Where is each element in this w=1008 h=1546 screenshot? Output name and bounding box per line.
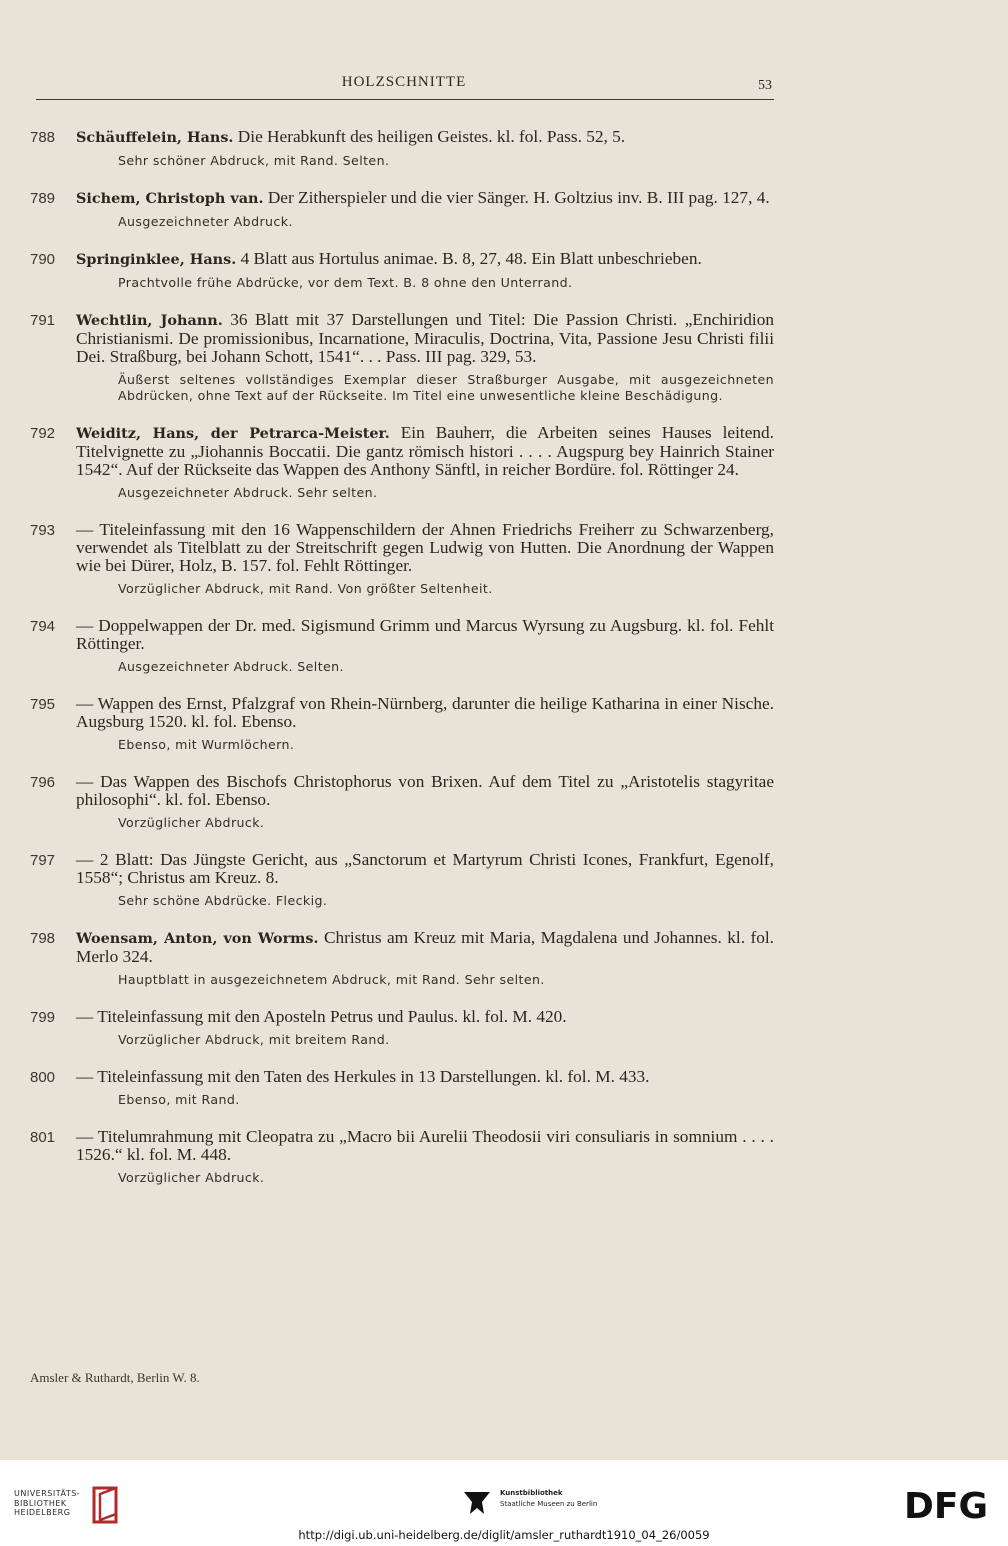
catalog-entry bbox=[30, 189, 774, 230]
catalog-entry bbox=[30, 311, 774, 404]
entry-description bbox=[76, 128, 774, 147]
entry-body-text: Die Herabkunft des heiligen Geistes. kl. fol. Pass. 52, 5. bbox=[237, 127, 626, 146]
artist-name: Springinklee, Hans. bbox=[76, 251, 237, 268]
catalog-entry bbox=[30, 250, 774, 291]
header-rule bbox=[36, 99, 774, 100]
entry-description bbox=[76, 424, 774, 479]
entry-body-text: Ein Bauherr, die Arbeiten seines Hauses leitend. Titelvignette zu „Jiohannis Boccatii. Die gantz römisch histori . . . . Augspurg bey Hainrich Stainer 1542“. Auf der Rückseite das Wappen des Anthony Sänftl, in reicher Bordüre. fol. Röttinger 24. bbox=[76, 423, 774, 479]
entry-body-text: — Titeleinfassung mit den Aposteln Petrus und Paulus. kl. fol. M. 420. bbox=[76, 1007, 567, 1026]
entry-condition-note: Ebenso, mit Rand. bbox=[118, 1092, 240, 1107]
catalog-entry bbox=[30, 617, 774, 675]
catalog-entry bbox=[30, 424, 774, 501]
catalog-entry bbox=[30, 773, 774, 831]
page-number: 53 bbox=[758, 78, 772, 93]
entry-description bbox=[76, 521, 774, 575]
catalog-entry bbox=[30, 695, 774, 753]
entry-number: 791 bbox=[30, 312, 56, 329]
entry-body-text: — 2 Blatt: Das Jüngste Gericht, aus „Sanctorum et Martyrum Christi Icones, Frankfurt, Egenolf, 1558“; Christus am Kreuz. 8. bbox=[76, 850, 774, 887]
entry-condition-note: Ebenso, mit Wurmlöchern. bbox=[118, 737, 295, 752]
entry-condition-note: Sehr schöne Abdrücke. Fleckig. bbox=[118, 893, 328, 908]
artist-name: Sichem, Christoph van. bbox=[76, 190, 264, 207]
library-name: Kunstbibliothek bbox=[500, 1489, 563, 1497]
catalog-entry bbox=[30, 929, 774, 988]
catalog-entry bbox=[30, 851, 774, 909]
entry-body-text: 4 Blatt aus Hortulus animae. B. 8, 27, 48. Ein Blatt unbeschrieben. bbox=[240, 249, 702, 268]
entry-description bbox=[76, 311, 774, 366]
entry-number: 792 bbox=[30, 425, 56, 442]
entry-description bbox=[76, 189, 774, 208]
artist-name: Schäuffelein, Hans. bbox=[76, 129, 234, 146]
running-head bbox=[36, 72, 772, 94]
entry-body-text: — Titeleinfassung mit den 16 Wappenschildern der Ahnen Friedrichs Freiherr zu Schwarzenberg, verwendet als Titelblatt zu der Streitschrift gegen Ludwig von Hutten. Die Anordnung der Wappen wie bei Dürer, Holz, B. 157. fol. Fehlt Röttinger. bbox=[76, 520, 774, 575]
entry-number: 790 bbox=[30, 251, 56, 268]
entry-description bbox=[76, 1128, 774, 1164]
running-title: HOLZSCHNITTE bbox=[341, 74, 467, 90]
entry-condition-note: Ausgezeichneter Abdruck. Selten. bbox=[118, 659, 344, 674]
library-subtitle: Staatliche Museen zu Berlin bbox=[500, 1500, 598, 1508]
catalog-entry bbox=[30, 521, 774, 597]
entry-condition-note: Äußerst seltenes vollständiges Exemplar dieser Straßburger Ausgabe, mit ausgezeichneten Abdrücken, ohne Text auf der Rückseite. Im Titel eine unwesentliche kleine Beschädigung. bbox=[118, 372, 774, 403]
artist-name: Woensam, Anton, von Worms. bbox=[76, 930, 319, 947]
entry-description bbox=[76, 851, 774, 887]
entry-condition-note: Sehr schöner Abdruck, mit Rand. Selten. bbox=[118, 153, 390, 168]
entry-body-text: — Titeleinfassung mit den Taten des Herkules in 13 Darstellungen. kl. fol. M. 433. bbox=[76, 1067, 650, 1086]
entry-body-text: — Wappen des Ernst, Pfalzgraf von Rhein-Nürnberg, darunter die heilige Katharina in einer Nische. Augsburg 1520. kl. fol. Ebenso. bbox=[76, 694, 774, 731]
library-logo[interactable] bbox=[500, 1488, 597, 1510]
catalog-entry bbox=[30, 1068, 774, 1108]
publisher-imprint: Amsler & Ruthardt, Berlin W. 8. bbox=[30, 1370, 200, 1385]
entry-body-text: — Das Wappen des Bischofs Christophorus von Brixen. Auf dem Titel zu „Aristotelis stagyritae philosophi“. kl. fol. Ebenso. bbox=[76, 772, 774, 809]
artist-name: Weiditz, Hans, der Petrarca-Meister. bbox=[76, 425, 390, 442]
entry-number: 799 bbox=[30, 1009, 56, 1026]
entry-description bbox=[76, 695, 774, 731]
entry-number: 798 bbox=[30, 930, 56, 947]
entry-body-text: Christus am Kreuz mit Maria, Magdalena und Johannes. kl. fol. Merlo 324. bbox=[76, 928, 774, 966]
entry-description bbox=[76, 1068, 774, 1086]
entry-description bbox=[76, 773, 774, 809]
university-logo-line: BIBLIOTHEK bbox=[14, 1498, 67, 1508]
university-logo-line: HEIDELBERG bbox=[14, 1508, 71, 1517]
entry-body-text: — Titelumrahmung mit Cleopatra zu „Macro bii Aurelii Theodosii viri consuliaris in somnium . . . . 1526.“ kl. fol. M. 448. bbox=[76, 1127, 774, 1164]
entry-number: 794 bbox=[30, 618, 56, 635]
entry-description bbox=[76, 1008, 774, 1026]
entry-condition-note: Ausgezeichneter Abdruck. Sehr selten. bbox=[118, 485, 378, 500]
entry-body-text: 36 Blatt mit 37 Darstellungen und Titel: Die Passion Christi. „Enchiridion Christianismi. De promissionibus, Incarnatione, Miraculis, Doctrina, Vita, Passione Jesu Christi filii Dei. Straßburg, bei Johann Schott, 1541“. . . Pass. III pag. 329, 53. bbox=[76, 310, 774, 366]
entry-condition-note: Hauptblatt in ausgezeichnetem Abdruck, mit Rand. Sehr selten. bbox=[118, 972, 545, 987]
dfg-logo[interactable] bbox=[896, 1482, 996, 1526]
entry-number: 793 bbox=[30, 522, 56, 539]
university-emblem-icon bbox=[90, 1484, 124, 1526]
entry-body-text: — Doppelwappen der Dr. med. Sigismund Grimm und Marcus Wyrsung zu Augsburg. kl. fol. Fehlt Röttinger. bbox=[76, 616, 774, 653]
entry-description bbox=[76, 617, 774, 653]
entry-number: 788 bbox=[30, 129, 56, 146]
catalog-entry bbox=[30, 128, 774, 169]
permalink-url[interactable]: http://digi.ub.uni-heidelberg.de/diglit/amsler_ruthardt1910_04_26/0059 bbox=[298, 1528, 710, 1542]
university-logo-line: UNIVERSITÄTS- bbox=[14, 1489, 81, 1498]
entry-number: 800 bbox=[30, 1069, 56, 1086]
artist-name: Wechtlin, Johann. bbox=[76, 312, 223, 329]
entry-number: 797 bbox=[30, 852, 56, 869]
catalog-entries bbox=[30, 128, 774, 1206]
eagle-emblem-icon bbox=[462, 1488, 492, 1518]
entry-condition-note: Prachtvolle frühe Abdrücke, vor dem Text. B. 8 ohne den Unterrand. bbox=[118, 275, 573, 290]
entry-condition-note: Vorzüglicher Abdruck, mit breitem Rand. bbox=[118, 1032, 390, 1047]
entry-body-text: Der Zitherspieler und die vier Sänger. H. Goltzius inv. B. III pag. 127, 4. bbox=[267, 188, 770, 207]
entry-condition-note: Vorzüglicher Abdruck. bbox=[118, 1170, 265, 1185]
entry-number: 795 bbox=[30, 696, 56, 713]
catalog-entry bbox=[30, 1008, 774, 1048]
catalog-entry bbox=[30, 1128, 774, 1186]
entry-number: 801 bbox=[30, 1129, 56, 1146]
entry-condition-note: Vorzüglicher Abdruck, mit Rand. Von größter Seltenheit. bbox=[118, 581, 493, 596]
entry-number: 789 bbox=[30, 190, 56, 207]
entry-description bbox=[76, 929, 774, 966]
dfg-logo-text: DFG bbox=[903, 1486, 989, 1526]
entry-condition-note: Vorzüglicher Abdruck. bbox=[118, 815, 265, 830]
university-library-logo[interactable] bbox=[14, 1489, 80, 1518]
entry-description bbox=[76, 250, 774, 269]
entry-condition-note: Ausgezeichneter Abdruck. bbox=[118, 214, 293, 229]
entry-number: 796 bbox=[30, 774, 56, 791]
